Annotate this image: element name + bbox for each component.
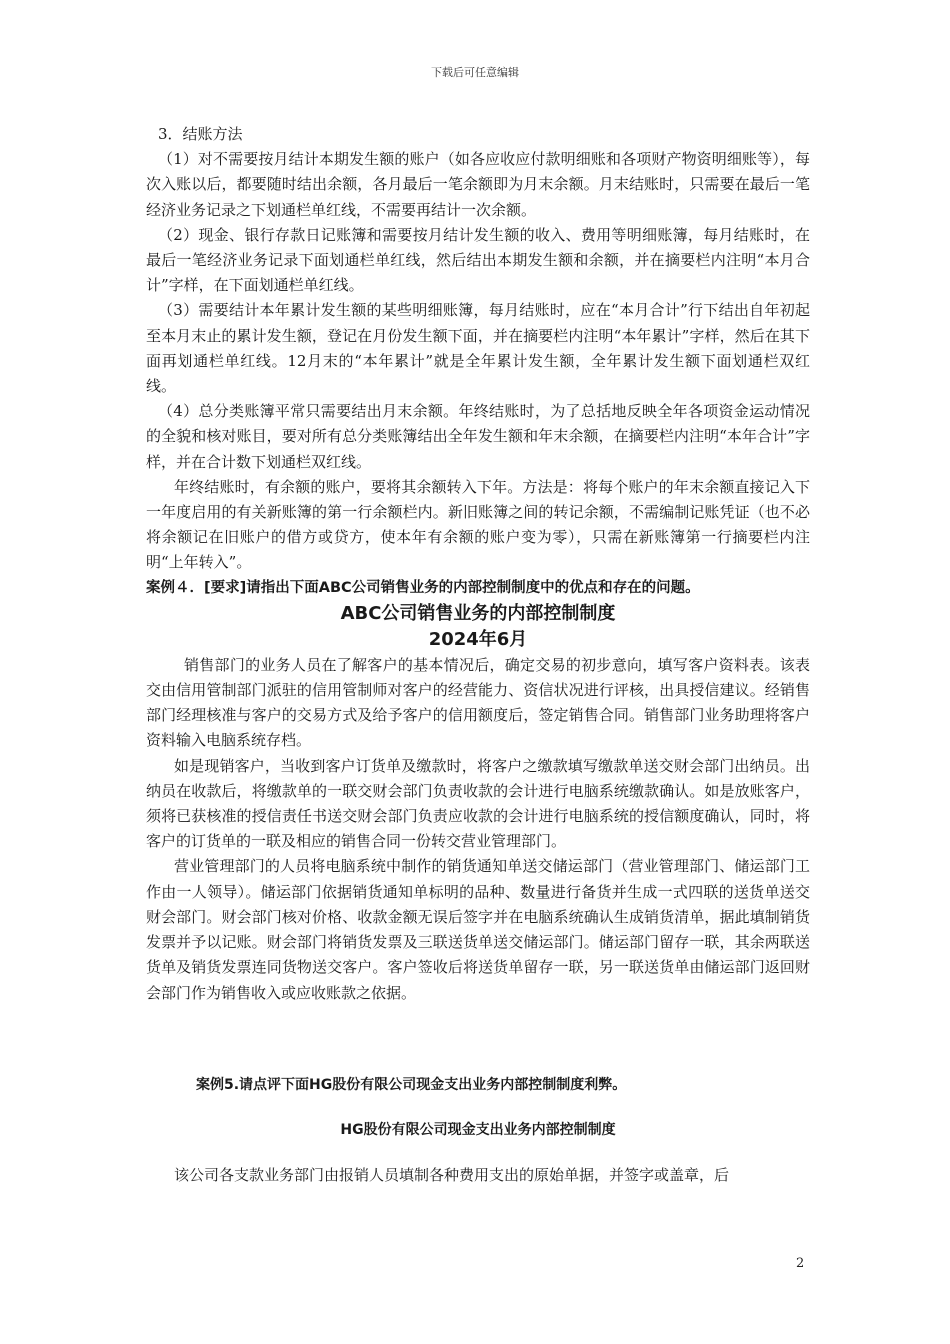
- case5-heading: 案例5.请点评下面HG股份有限公司现金支出业务内部控制制度利弊。: [196, 1076, 627, 1093]
- paragraph: 该公司各支款业务部门由报销人员填制各种费用支出的原始单据，并签字或盖章，后: [174, 1165, 730, 1184]
- paragraph: （1）对不需要按月结计本期发生额的账户（如各应收应付款明细账和各项财产物资明细账等），每次入账以后，都要随时结出余额，各月最后一笔余额即为月末余额。月末结账时，只需要在最后一笔经济业务记录之下划通栏单红线，不需要再结计一次余额。: [146, 150, 810, 219]
- document-body: [146, 122, 810, 1188]
- paragraph: （4）总分类账簿平常只需要结出月末余额。年终结账时，为了总括地反映全年各项资金运动情况的全貌和核对账目，要对所有总分类账簿结出全年发生额和年末余额，在摘要栏内注明“本年合计”字样，并在合计数下划通栏双红线。: [146, 402, 810, 471]
- section-heading: 3．结账方法: [158, 125, 243, 143]
- case5-title: HG股份有限公司现金支出业务内部控制制度: [340, 1121, 616, 1138]
- page-number: 2: [796, 1256, 805, 1271]
- paragraph: （2）现金、银行存款日记账簿和需要按月结计发生额的收入、费用等明细账簿，每月结账时，在最后一笔经济业务记录下面划通栏单红线，然后结出本期发生额和余额，并在摘要栏内注明“本月合计”字样，在下面划通栏单红线。: [146, 225, 810, 295]
- paragraph: 营业管理部门的人员将电脑系统中制作的销货通知单送交储运部门（营业管理部门、储运部门工作由一人领导）。储运部门依据销货通知单标明的品种、数量进行备货并生成一式四联的送货单送交财会部门。财会部门核对价格、收款金额无误后签字并在电脑系统确认生成销货清单，据此填制销货发票并予以记账。财会部门将销货发票及三联送货单送交储运部门。储运部门留存一联，其余两联送货单及销货发票连同货物送交客户。客户签收后将送货单留存一联，另一联送货单由储运部门返回财会部门作为销售收入或应收账款之依据。: [146, 857, 810, 1002]
- spacer: [146, 1006, 810, 1072]
- page-header: 下载后可任意编辑: [431, 66, 519, 79]
- paragraph: 年终结账时，有余额的账户，要将其余额转入下年。方法是：将每个账户的年末余额直接记入下一年度启用的有关新账簿的第一行余额栏内。新旧账簿之间的转记余额，不需编制记账凭证（也不必将余额记在旧账户的借方或贷方，使本年有余额的账户变为零），只需在新账簿第一行摘要栏内注明“上年转入”。: [146, 477, 810, 572]
- paragraph: （3）需要结计本年累计发生额的某些明细账簿，每月结账时，应在“本月合计”行下结出自年初起至本月末止的累计发生额，登记在月份发生额下面，并在摘要栏内注明“本年累计”字样，然后在其下面再划通栏单红线。12月末的“本年累计”就是全年累计发生额，全年累计发生额下面划通栏双红线。: [146, 301, 810, 396]
- case4-date: 2024年6月: [428, 628, 528, 650]
- paragraph: 如是现销客户，当收到客户订货单及缴款时，将客户之缴款填写缴款单送交财会部门出纳员。出纳员在收款后，将缴款单的一联交财会部门负责收款的会计进行电脑系统缴款确认。如是放账客户，须将已获核准的授信责任书送交财会部门负责应收款的会计进行电脑系统的授信额度确认，同时，将客户的订货单的一联及相应的销售合同一份转交营业管理部门。: [146, 756, 810, 851]
- paragraph: 销售部门的业务人员在了解客户的基本情况后，确定交易的初步意向，填写客户资料表。该表交由信用管制部门派驻的信用管制师对客户的经营能力、资信状况进行评核，出具授信建议。经销售部门经理核准与客户的交易方式及给予客户的信用额度后，签定销售合同。销售部门业务助理将客户资料输入电脑系统存档。: [146, 655, 810, 750]
- case4-title: ABC公司销售业务的内部控制制度: [340, 602, 616, 624]
- case4-heading: 案例４．[要求]请指出下面ABC公司销售业务的内部控制制度中的优点和存在的问题。: [146, 579, 700, 596]
